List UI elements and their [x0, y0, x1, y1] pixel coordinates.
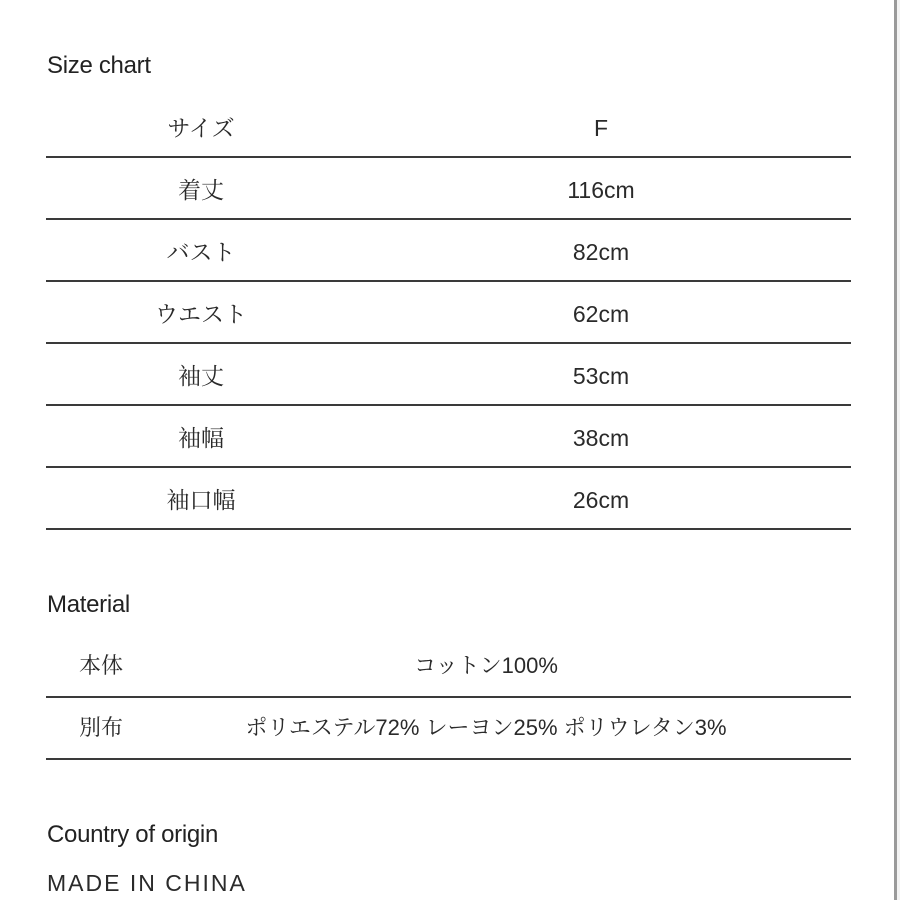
material-value: コットン100% [414, 653, 558, 678]
size-chart-table [46, 96, 851, 530]
row-value: 116cm [567, 177, 635, 203]
size-chart-heading: Size chart [47, 52, 151, 79]
row-value: 62cm [572, 301, 630, 327]
size-header-label: サイズ [167, 115, 235, 141]
table-row [46, 636, 851, 698]
table-row [46, 698, 851, 760]
size-table-header-row [46, 96, 851, 158]
material-heading: Material [47, 591, 130, 618]
table-row [46, 158, 851, 220]
row-value: 38cm [572, 425, 630, 451]
size-header-value: F [593, 115, 609, 141]
row-label: バスト [166, 239, 236, 265]
table-row [46, 468, 851, 530]
material-table [46, 636, 851, 760]
material-value: ポリエステル72% レーヨン25% ポリウレタン3% [245, 715, 727, 740]
row-value: 53cm [572, 363, 630, 389]
material-label: 本体 [79, 653, 124, 678]
row-label: ウエスト [155, 301, 247, 327]
row-value: 26cm [572, 487, 630, 513]
row-label: 着丈 [178, 177, 224, 203]
table-row [46, 220, 851, 282]
row-label: 袖口幅 [166, 487, 236, 513]
row-label: 袖幅 [178, 425, 224, 451]
material-label: 別布 [79, 715, 124, 740]
table-row [46, 282, 851, 344]
country-of-origin-heading: Country of origin [47, 821, 218, 848]
table-row [46, 344, 851, 406]
row-value: 82cm [572, 239, 630, 265]
country-of-origin-value: MADE IN CHINA [47, 870, 247, 896]
table-row [46, 406, 851, 468]
row-label: 袖丈 [178, 363, 224, 389]
